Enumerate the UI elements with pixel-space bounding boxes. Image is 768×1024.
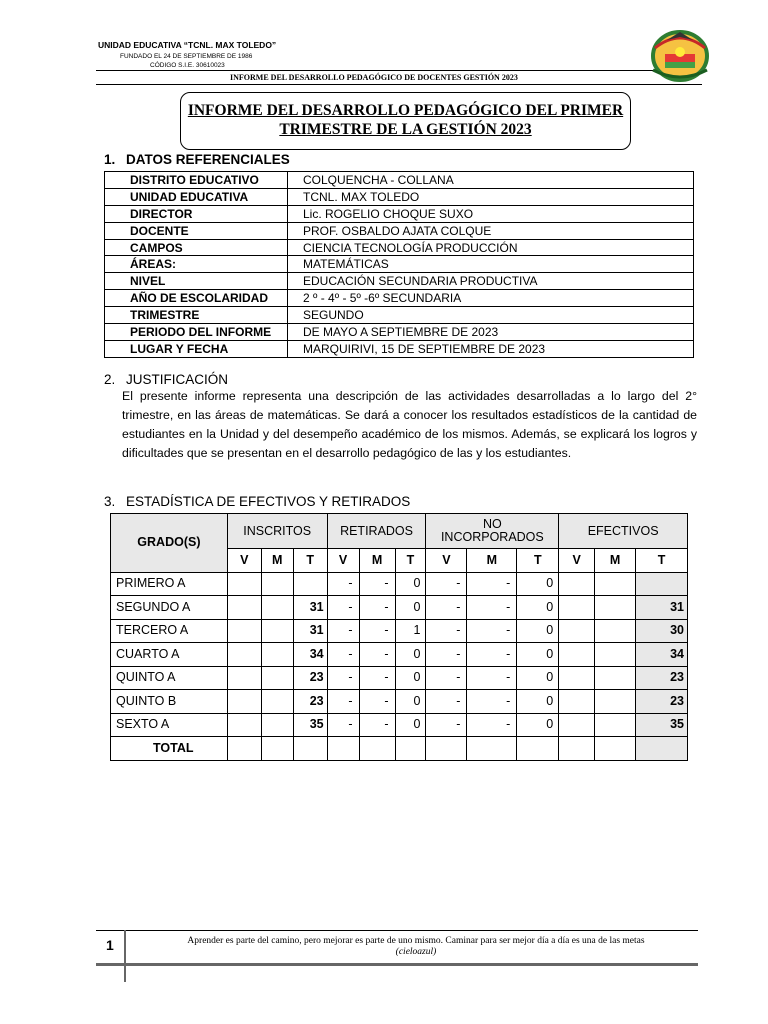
cell-ef-t: 30 bbox=[636, 619, 688, 643]
cell-ef-t: 23 bbox=[636, 690, 688, 714]
cell-ret-m: - bbox=[359, 643, 395, 667]
cell-ret-m: - bbox=[359, 666, 395, 690]
cell-no-t: 0 bbox=[517, 713, 559, 737]
header-no-incorporados-line2: INCORPORADOS bbox=[440, 530, 544, 544]
cell-ret-v: - bbox=[327, 690, 359, 714]
cell-no-v: - bbox=[426, 713, 467, 737]
cell-ef-t: 34 bbox=[636, 643, 688, 667]
cell-total-empty bbox=[359, 737, 395, 761]
subheader-v: V bbox=[327, 549, 359, 573]
reference-value: CIENCIA TECNOLOGÍA PRODUCCIÓN bbox=[288, 239, 694, 256]
cell-total-empty bbox=[467, 737, 517, 761]
subheader-t: T bbox=[636, 549, 688, 573]
cell-ret-t: 0 bbox=[395, 690, 426, 714]
cell-ef-v bbox=[559, 690, 595, 714]
table-row bbox=[111, 690, 688, 714]
reference-row bbox=[105, 239, 694, 256]
cell-ef-m bbox=[595, 596, 636, 620]
cell-total-ef-t bbox=[636, 737, 688, 761]
cell-grado: PRIMERO A bbox=[111, 572, 228, 596]
reference-row bbox=[105, 307, 694, 324]
cell-no-t: 0 bbox=[517, 666, 559, 690]
cell-ins-m bbox=[261, 643, 293, 667]
subheader-m: M bbox=[261, 549, 293, 573]
cell-ins-t: 34 bbox=[293, 643, 327, 667]
table-row bbox=[111, 572, 688, 596]
cell-no-t: 0 bbox=[517, 690, 559, 714]
subheader-v: V bbox=[426, 549, 467, 573]
table-row bbox=[111, 666, 688, 690]
cell-no-m: - bbox=[467, 596, 517, 620]
cell-ret-t: 0 bbox=[395, 643, 426, 667]
cell-total-empty bbox=[261, 737, 293, 761]
cell-ins-t: 35 bbox=[293, 713, 327, 737]
cell-total-empty bbox=[395, 737, 426, 761]
reference-value: MARQUIRIVI, 15 DE SEPTIEMBRE DE 2023 bbox=[288, 340, 694, 357]
cell-total-empty bbox=[559, 737, 595, 761]
reference-label: DISTRITO EDUCATIVO bbox=[105, 172, 288, 189]
header-divider bbox=[96, 70, 702, 71]
title-line-1: INFORME DEL DESARROLLO PEDAGÓGICO DEL PRIMER bbox=[187, 102, 624, 119]
statistics-table bbox=[110, 513, 688, 761]
cell-ins-m bbox=[261, 619, 293, 643]
cell-ins-t bbox=[293, 572, 327, 596]
school-name: UNIDAD EDUCATIVA “TCNL. MAX TOLEDO” bbox=[98, 40, 277, 50]
reference-row bbox=[105, 205, 694, 222]
reference-value: TCNL. MAX TOLEDO bbox=[288, 188, 694, 205]
cell-ret-t: 0 bbox=[395, 572, 426, 596]
reference-label: NIVEL bbox=[105, 273, 288, 290]
reference-row bbox=[105, 256, 694, 273]
footer-vertical-line bbox=[124, 930, 126, 982]
reference-label: CAMPOS bbox=[105, 239, 288, 256]
cell-ins-v bbox=[227, 619, 261, 643]
cell-total-empty bbox=[327, 737, 359, 761]
cell-grado: SEXTO A bbox=[111, 713, 228, 737]
reference-data-table bbox=[104, 171, 694, 358]
cell-ef-v bbox=[559, 619, 595, 643]
cell-ef-m bbox=[595, 643, 636, 667]
reference-label: AÑO DE ESCOLARIDAD bbox=[105, 290, 288, 307]
cell-ret-v: - bbox=[327, 572, 359, 596]
cell-ret-t: 0 bbox=[395, 596, 426, 620]
cell-ins-m bbox=[261, 690, 293, 714]
cell-ef-m bbox=[595, 690, 636, 714]
reference-row bbox=[105, 273, 694, 290]
cell-no-t: 0 bbox=[517, 572, 559, 596]
section-3-title: ESTADÍSTICA DE EFECTIVOS Y RETIRADOS bbox=[126, 494, 411, 509]
cell-ef-m bbox=[595, 619, 636, 643]
cell-ret-m: - bbox=[359, 572, 395, 596]
cell-total-empty bbox=[227, 737, 261, 761]
reference-row bbox=[105, 340, 694, 357]
cell-ins-v bbox=[227, 690, 261, 714]
footer-quote-author: (cieloazul) bbox=[395, 947, 437, 957]
cell-no-v: - bbox=[426, 619, 467, 643]
cell-ret-m: - bbox=[359, 596, 395, 620]
header-efectivos: EFECTIVOS bbox=[559, 514, 688, 549]
cell-total-empty bbox=[595, 737, 636, 761]
cell-no-m: - bbox=[467, 643, 517, 667]
justification-text: El presente informe representa una descripción de las actividades desarrolladas a lo largo del 2° trimestre, en las áreas de matemáticas. Se dará a conocer los resultados estadísticos de la cantidad de estudiantes en la Unidad y del desempeño académico de los mismos. Además, se explicará los logros y dificultades que se presentan en el desarrollo pedagógico de las y los estudiantes. bbox=[122, 389, 697, 460]
cell-no-m: - bbox=[467, 713, 517, 737]
footer bbox=[96, 930, 698, 982]
section-1-title: DATOS REFERENCIALES bbox=[126, 152, 290, 167]
total-row bbox=[111, 737, 688, 761]
cell-grado: SEGUNDO A bbox=[111, 596, 228, 620]
cell-no-v: - bbox=[426, 643, 467, 667]
reference-row bbox=[105, 290, 694, 307]
cell-ret-m: - bbox=[359, 619, 395, 643]
cell-no-t: 0 bbox=[517, 596, 559, 620]
subheader-t: T bbox=[395, 549, 426, 573]
cell-no-v: - bbox=[426, 572, 467, 596]
reference-label: UNIDAD EDUCATIVA bbox=[105, 188, 288, 205]
reference-value: DE MAYO A SEPTIEMBRE DE 2023 bbox=[288, 324, 694, 341]
report-subtitle: INFORME DEL DESARROLLO PEDAGÓGICO DE DOCENTES GESTIÓN 2023 bbox=[230, 73, 518, 82]
reference-row bbox=[105, 324, 694, 341]
cell-ret-v: - bbox=[327, 619, 359, 643]
table-row bbox=[111, 596, 688, 620]
cell-ins-t: 31 bbox=[293, 596, 327, 620]
footer-quote bbox=[136, 936, 696, 958]
footer-quote-text: Aprender es parte del camino, pero mejorar es parte de uno mismo. Caminar para ser mejor día a día es una de las metas bbox=[187, 936, 645, 946]
footer-top-line bbox=[96, 930, 698, 931]
subheader-m: M bbox=[467, 549, 517, 573]
reference-value: SEGUNDO bbox=[288, 307, 694, 324]
cell-ins-v bbox=[227, 713, 261, 737]
cell-ins-t: 23 bbox=[293, 666, 327, 690]
reference-value: Lic. ROGELIO CHOQUE SUXO bbox=[288, 205, 694, 222]
reference-label: DIRECTOR bbox=[105, 205, 288, 222]
reference-value: MATEMÁTICAS bbox=[288, 256, 694, 273]
cell-ret-v: - bbox=[327, 666, 359, 690]
header-retirados: RETIRADOS bbox=[327, 514, 426, 549]
school-code: CÓDIGO S.I.E. 30610023 bbox=[150, 62, 225, 69]
cell-ins-v bbox=[227, 643, 261, 667]
header-inscritos: INSCRITOS bbox=[227, 514, 327, 549]
reference-row bbox=[105, 188, 694, 205]
cell-no-m: - bbox=[467, 619, 517, 643]
cell-ef-v bbox=[559, 666, 595, 690]
header-divider-bottom bbox=[96, 84, 702, 85]
founded-date: FUNDADO EL 24 DE SEPTIEMBRE DE 1986 bbox=[120, 53, 253, 60]
cell-ret-t: 0 bbox=[395, 713, 426, 737]
reference-label: DOCENTE bbox=[105, 222, 288, 239]
school-crest-icon bbox=[645, 26, 715, 84]
table-row bbox=[111, 643, 688, 667]
cell-ef-v bbox=[559, 713, 595, 737]
reference-label: LUGAR Y FECHA bbox=[105, 340, 288, 357]
cell-ef-t: 31 bbox=[636, 596, 688, 620]
cell-no-m: - bbox=[467, 666, 517, 690]
cell-ret-v: - bbox=[327, 596, 359, 620]
cell-ef-v bbox=[559, 596, 595, 620]
reference-value: EDUCACIÓN SECUNDARIA PRODUCTIVA bbox=[288, 273, 694, 290]
cell-ef-m bbox=[595, 666, 636, 690]
footer-mid-line bbox=[96, 963, 698, 966]
subheader-v: V bbox=[559, 549, 595, 573]
subheader-m: M bbox=[359, 549, 395, 573]
cell-no-v: - bbox=[426, 596, 467, 620]
section-1-heading bbox=[104, 152, 290, 167]
section-2-number: 2. bbox=[104, 372, 116, 387]
title-line-2: TRIMESTRE DE LA GESTIÓN 2023 bbox=[279, 121, 532, 138]
cell-ret-t: 1 bbox=[395, 619, 426, 643]
cell-no-m: - bbox=[467, 572, 517, 596]
cell-no-t: 0 bbox=[517, 619, 559, 643]
cell-ins-m bbox=[261, 572, 293, 596]
cell-ret-v: - bbox=[327, 713, 359, 737]
section-3-heading bbox=[104, 494, 410, 509]
table-row bbox=[111, 713, 688, 737]
cell-total-empty bbox=[293, 737, 327, 761]
subheader-t: T bbox=[293, 549, 327, 573]
cell-no-t: 0 bbox=[517, 643, 559, 667]
cell-total-label: TOTAL bbox=[111, 737, 228, 761]
cell-grado: CUARTO A bbox=[111, 643, 228, 667]
cell-ef-m bbox=[595, 572, 636, 596]
cell-grado: QUINTO B bbox=[111, 690, 228, 714]
cell-ef-t: 35 bbox=[636, 713, 688, 737]
page-number: 1 bbox=[106, 937, 114, 953]
reference-row bbox=[105, 172, 694, 189]
cell-ins-t: 23 bbox=[293, 690, 327, 714]
cell-ins-v bbox=[227, 572, 261, 596]
cell-ef-v bbox=[559, 572, 595, 596]
cell-no-m: - bbox=[467, 690, 517, 714]
cell-ef-t: 23 bbox=[636, 666, 688, 690]
cell-no-v: - bbox=[426, 666, 467, 690]
subheader-t: T bbox=[517, 549, 559, 573]
header-no-incorporados-line1: NO bbox=[482, 517, 502, 531]
page-title bbox=[180, 101, 631, 139]
cell-ins-v bbox=[227, 666, 261, 690]
section-2-heading bbox=[104, 372, 228, 387]
cell-ins-v bbox=[227, 596, 261, 620]
header-no-incorporados bbox=[426, 514, 559, 549]
reference-row bbox=[105, 222, 694, 239]
section-2-title: JUSTIFICACIÓN bbox=[126, 372, 229, 387]
reference-value: 2 º - 4º - 5º -6º SECUNDARIA bbox=[288, 290, 694, 307]
table-row bbox=[111, 619, 688, 643]
cell-ins-m bbox=[261, 713, 293, 737]
cell-total-empty bbox=[517, 737, 559, 761]
subheader-v: V bbox=[227, 549, 261, 573]
cell-ret-v: - bbox=[327, 643, 359, 667]
cell-ins-m bbox=[261, 666, 293, 690]
cell-ret-t: 0 bbox=[395, 666, 426, 690]
reference-value: COLQUENCHA - COLLANA bbox=[288, 172, 694, 189]
section-3-number: 3. bbox=[104, 494, 116, 509]
cell-no-v: - bbox=[426, 690, 467, 714]
reference-label: TRIMESTRE bbox=[105, 307, 288, 324]
cell-ins-m bbox=[261, 596, 293, 620]
cell-ef-m bbox=[595, 713, 636, 737]
cell-total-empty bbox=[426, 737, 467, 761]
cell-grado: QUINTO A bbox=[111, 666, 228, 690]
section-1-number: 1. bbox=[104, 152, 116, 167]
cell-ret-m: - bbox=[359, 713, 395, 737]
header-grado: GRADO(S) bbox=[111, 514, 228, 573]
cell-ef-t bbox=[636, 572, 688, 596]
cell-grado: TERCERO A bbox=[111, 619, 228, 643]
reference-label: ÁREAS: bbox=[105, 256, 288, 273]
cell-ret-m: - bbox=[359, 690, 395, 714]
cell-ef-v bbox=[559, 643, 595, 667]
reference-value: PROF. OSBALDO AJATA COLQUE bbox=[288, 222, 694, 239]
cell-ins-t: 31 bbox=[293, 619, 327, 643]
subheader-m: M bbox=[595, 549, 636, 573]
reference-label: PERIODO DEL INFORME bbox=[105, 324, 288, 341]
